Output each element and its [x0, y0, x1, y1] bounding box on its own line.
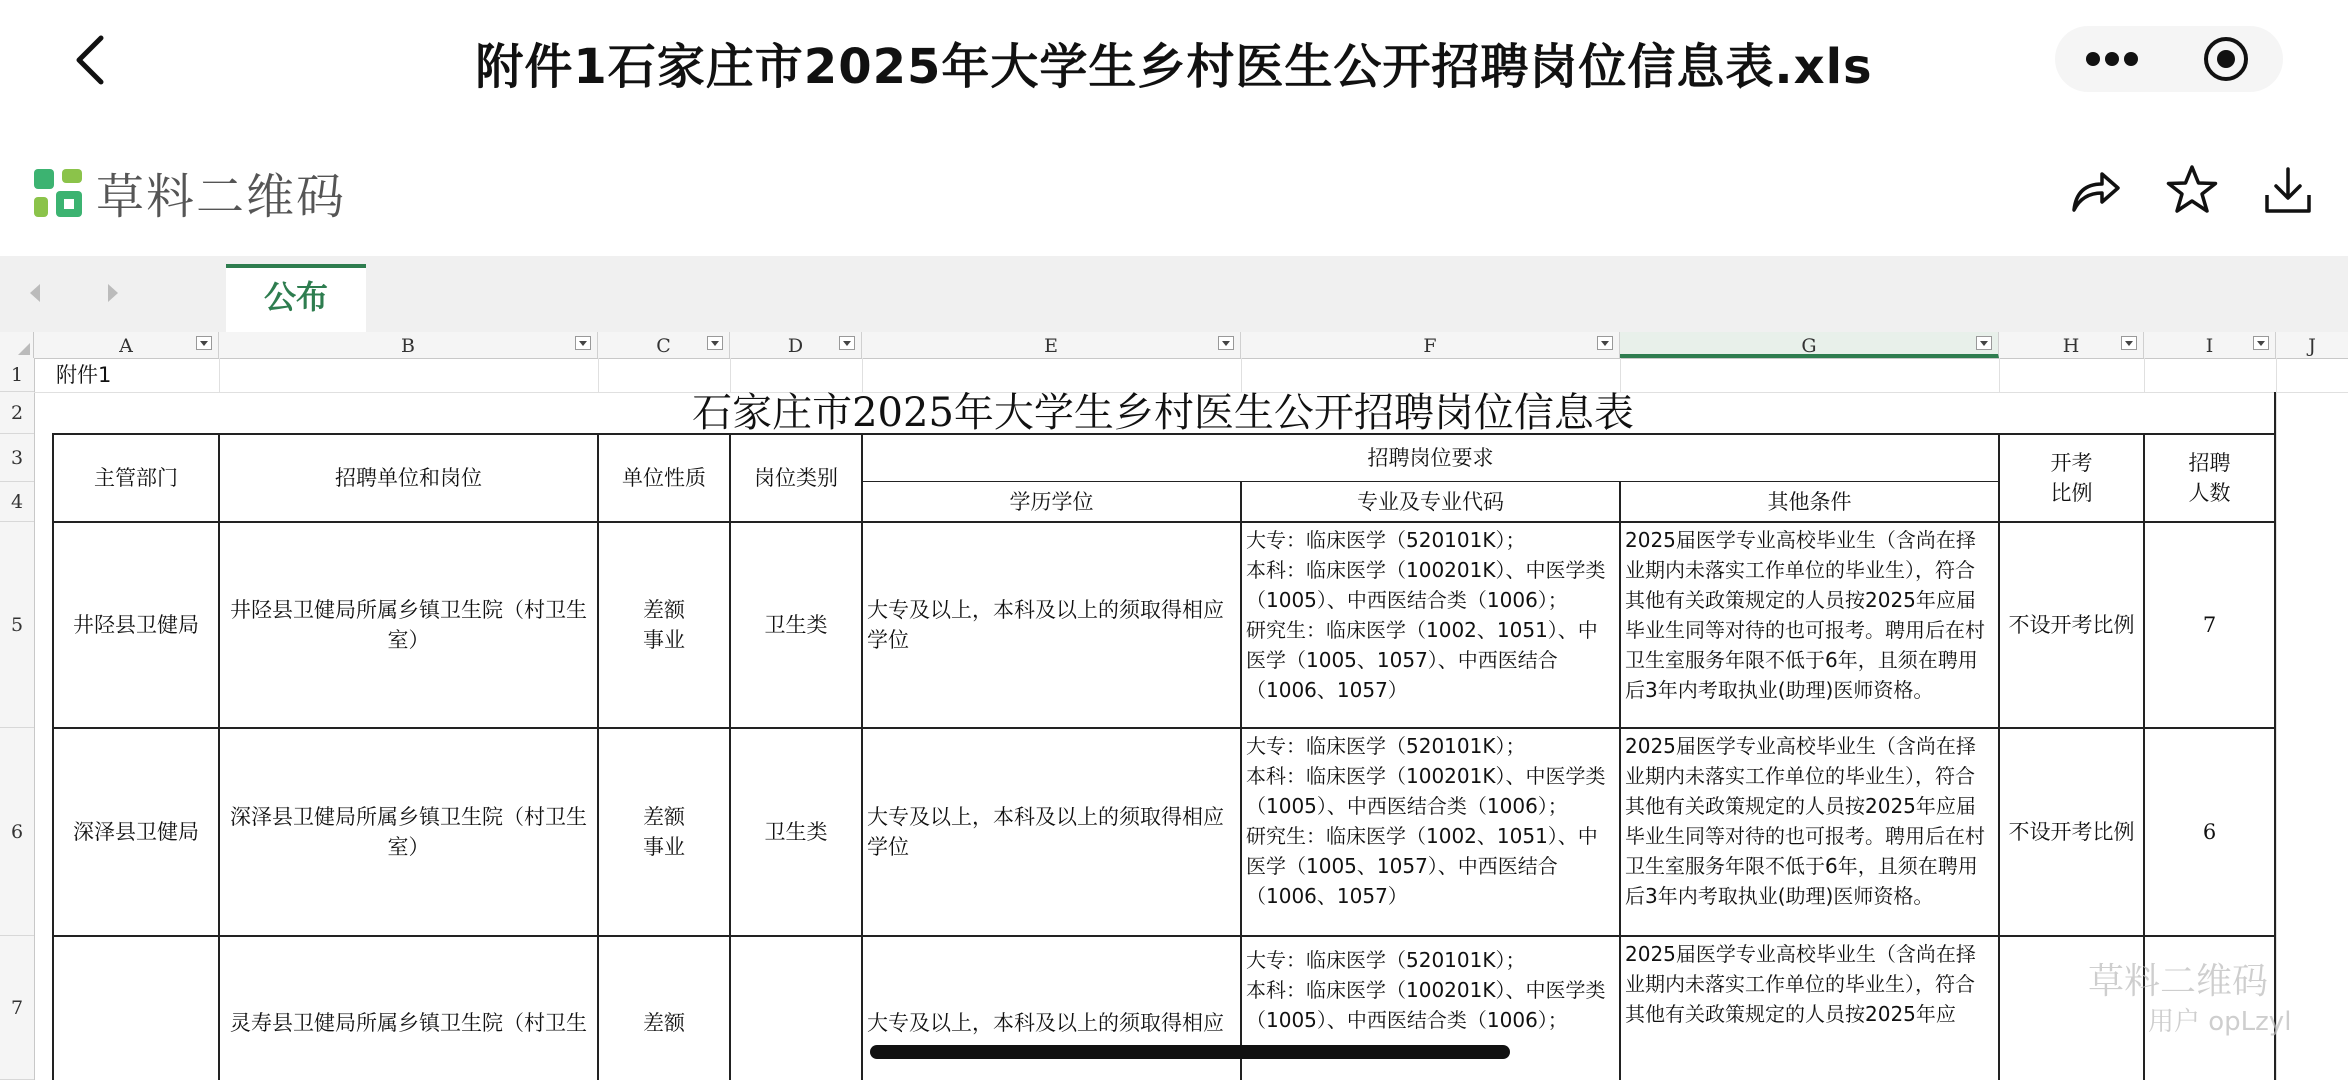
download-icon	[2263, 165, 2313, 215]
column-header-f[interactable]: F	[1241, 332, 1620, 358]
brand-bar	[0, 120, 2348, 256]
row-header-1[interactable]: 1	[0, 358, 34, 392]
row-header-4[interactable]: 4	[0, 482, 34, 522]
close-miniprogram-button[interactable]	[2169, 26, 2283, 92]
watermark-user: 用户 opLzyl	[2148, 1007, 2292, 1037]
share-arrow-icon	[2070, 166, 2122, 214]
cell-major[interactable]: 大专：临床医学（520101K）； 本科：临床医学（100201K）、中医学类（1005）、中西医结合类（1006）； 研究生：临床医学（1002、1051）、中医学（1005、1057）、中西医结合（1006、1057）	[1246, 734, 1606, 908]
row-header-6[interactable]: 6	[0, 728, 34, 936]
header-unit[interactable]: 招聘单位和岗位	[335, 466, 482, 490]
column-header-h[interactable]: H	[1999, 332, 2144, 358]
more-dots-icon	[2085, 51, 2139, 67]
filter-dropdown-icon[interactable]	[575, 336, 591, 350]
column-header-d[interactable]: D	[730, 332, 862, 358]
gridline	[2144, 358, 2145, 392]
horizontal-scrollbar[interactable]	[870, 1045, 1510, 1059]
filter-dropdown-icon[interactable]	[839, 336, 855, 350]
target-circle-icon	[2202, 35, 2250, 83]
cell-unit[interactable]: 井陉县卫健局所属乡镇卫生院（村卫生室）	[230, 598, 587, 652]
row-header-2[interactable]: 2	[0, 392, 34, 434]
filter-dropdown-icon[interactable]	[2253, 336, 2269, 350]
cell-a1[interactable]: 附件1	[56, 363, 112, 387]
cell-major[interactable]: 大专：临床医学（520101K）； 本科：临床医学（100201K）、中医学类（1005）、中西医结合类（1006）； 研究生：临床医学（1002、1051）、中医学（1005、1057）、中西医结合（1006、1057）	[1246, 528, 1606, 702]
qr-logo-icon	[32, 167, 84, 219]
header-category[interactable]: 岗位类别	[754, 466, 838, 490]
cell-education[interactable]: 大专及以上，本科及以上的须取得相应学位	[867, 805, 1224, 859]
row-header-5[interactable]: 5	[0, 522, 34, 728]
tab-prev-button[interactable]	[20, 278, 50, 308]
gridline	[1241, 358, 1242, 392]
download-button[interactable]	[2258, 160, 2318, 220]
cell-education[interactable]: 大专及以上，本科及以上的须取得相应	[867, 1011, 1224, 1035]
filter-dropdown-icon[interactable]	[707, 336, 723, 350]
cell-category[interactable]: 卫生类	[764, 613, 828, 637]
column-header-i[interactable]: I	[2144, 332, 2276, 358]
cell-count[interactable]: 7	[2202, 613, 2217, 637]
brand-logo	[32, 158, 346, 227]
column-header-e[interactable]: E	[862, 332, 1241, 358]
sheet-title[interactable]: 石家庄市2025年大学生乡村医生公开招聘岗位信息表	[692, 392, 1634, 434]
header-major[interactable]: 专业及专业代码	[1357, 490, 1504, 514]
header-other[interactable]: 其他条件	[1767, 490, 1852, 514]
triangle-right-icon	[107, 283, 119, 303]
column-header-j[interactable]: J	[2308, 335, 2316, 357]
column-header-a[interactable]: A	[34, 332, 219, 358]
column-header-c[interactable]: C	[598, 332, 730, 358]
cell-other[interactable]: 2025届医学专业高校毕业生（含尚在择业期内未落实工作单位的毕业生），符合其他有关政策规定的人员按2025年应	[1625, 942, 1976, 1026]
cell-education[interactable]: 大专及以上，本科及以上的须取得相应学位	[867, 598, 1224, 652]
row-header-3[interactable]: 3	[0, 434, 34, 482]
filter-dropdown-icon[interactable]	[2121, 336, 2137, 350]
more-button[interactable]	[2055, 26, 2169, 92]
gridline	[219, 358, 220, 392]
header-education[interactable]: 学历学位	[1009, 490, 1094, 514]
column-header-b[interactable]: B	[219, 332, 598, 358]
cell-dept[interactable]: 井陉县卫健局	[73, 613, 199, 637]
gridline	[862, 358, 863, 392]
watermark	[2088, 962, 2291, 1042]
gridline	[730, 358, 731, 392]
document-title: 附件1石家庄市2025年大学生乡村医生公开招聘岗位信息表.xls	[475, 39, 1873, 95]
column-header-g[interactable]: G	[1620, 332, 1999, 358]
header-requirements[interactable]: 招聘岗位要求	[1367, 445, 1494, 470]
tab-gongbu[interactable]: 公布	[226, 264, 366, 332]
tab-next-button[interactable]	[98, 278, 128, 308]
cell-nature[interactable]: 差额 事业	[643, 805, 685, 859]
share-button[interactable]	[2066, 160, 2126, 220]
spreadsheet[interactable]	[0, 332, 2348, 1080]
header-dept[interactable]: 主管部门	[94, 466, 178, 490]
cell-ratio[interactable]: 不设开考比例	[2008, 820, 2135, 844]
cell-dept[interactable]: 深泽县卫健局	[73, 820, 199, 844]
header-nature[interactable]: 单位性质	[622, 466, 706, 490]
header-ratio[interactable]: 开考 比例	[2050, 451, 2093, 505]
cell-ratio[interactable]: 不设开考比例	[2008, 613, 2135, 637]
cell-other[interactable]: 2025届医学专业高校毕业生（含尚在择业期内未落实工作单位的毕业生），符合其他有关政策规定的人员按2025年应届毕业生同等对待的也可报考。聘用后在村卫生室服务年限不低于6年，且须在聘用后3年内考取执业(助理)医师资格。	[1625, 528, 1985, 702]
gridline	[1620, 358, 1621, 392]
triangle-left-icon	[29, 283, 41, 303]
star-icon	[2165, 164, 2219, 216]
cell-unit[interactable]: 深泽县卫健局所属乡镇卫生院（村卫生室）	[230, 805, 587, 859]
title-bar	[0, 0, 2348, 120]
brand-name: 草料二维码	[96, 169, 347, 225]
sheet-tab-bar	[0, 256, 2348, 332]
filter-dropdown-icon[interactable]	[1597, 336, 1613, 350]
cell-nature[interactable]: 差额	[643, 1011, 685, 1035]
cell-nature[interactable]: 差额 事业	[643, 598, 685, 652]
filter-dropdown-icon[interactable]	[1218, 336, 1234, 350]
gridline	[598, 358, 599, 392]
filter-dropdown-icon[interactable]	[196, 336, 212, 350]
cell-major[interactable]: 大专：临床医学（520101K）； 本科：临床医学（100201K）、中医学类（1005）、中西医结合类（1006）；	[1246, 948, 1606, 1032]
cell-count[interactable]: 6	[2202, 820, 2217, 844]
cell-other[interactable]: 2025届医学专业高校毕业生（含尚在择业期内未落实工作单位的毕业生），符合其他有关政策规定的人员按2025年应届毕业生同等对待的也可报考。聘用后在村卫生室服务年限不低于6年，且须在聘用后3年内考取执业(助理)医师资格。	[1625, 734, 1985, 908]
cell-category[interactable]: 卫生类	[764, 820, 828, 844]
select-all-corner[interactable]	[0, 332, 34, 358]
filter-dropdown-icon[interactable]	[1976, 336, 1992, 350]
favorite-button[interactable]	[2162, 160, 2222, 220]
cell-unit[interactable]: 灵寿县卫健局所属乡镇卫生院（村卫生	[230, 1011, 587, 1035]
watermark-brand: 草料二维码	[2088, 961, 2269, 1002]
mini-program-capsule	[2055, 26, 2283, 92]
header-count[interactable]: 招聘 人数	[2188, 451, 2231, 505]
gridline	[1999, 358, 2000, 392]
row-header-7[interactable]: 7	[0, 936, 34, 1080]
